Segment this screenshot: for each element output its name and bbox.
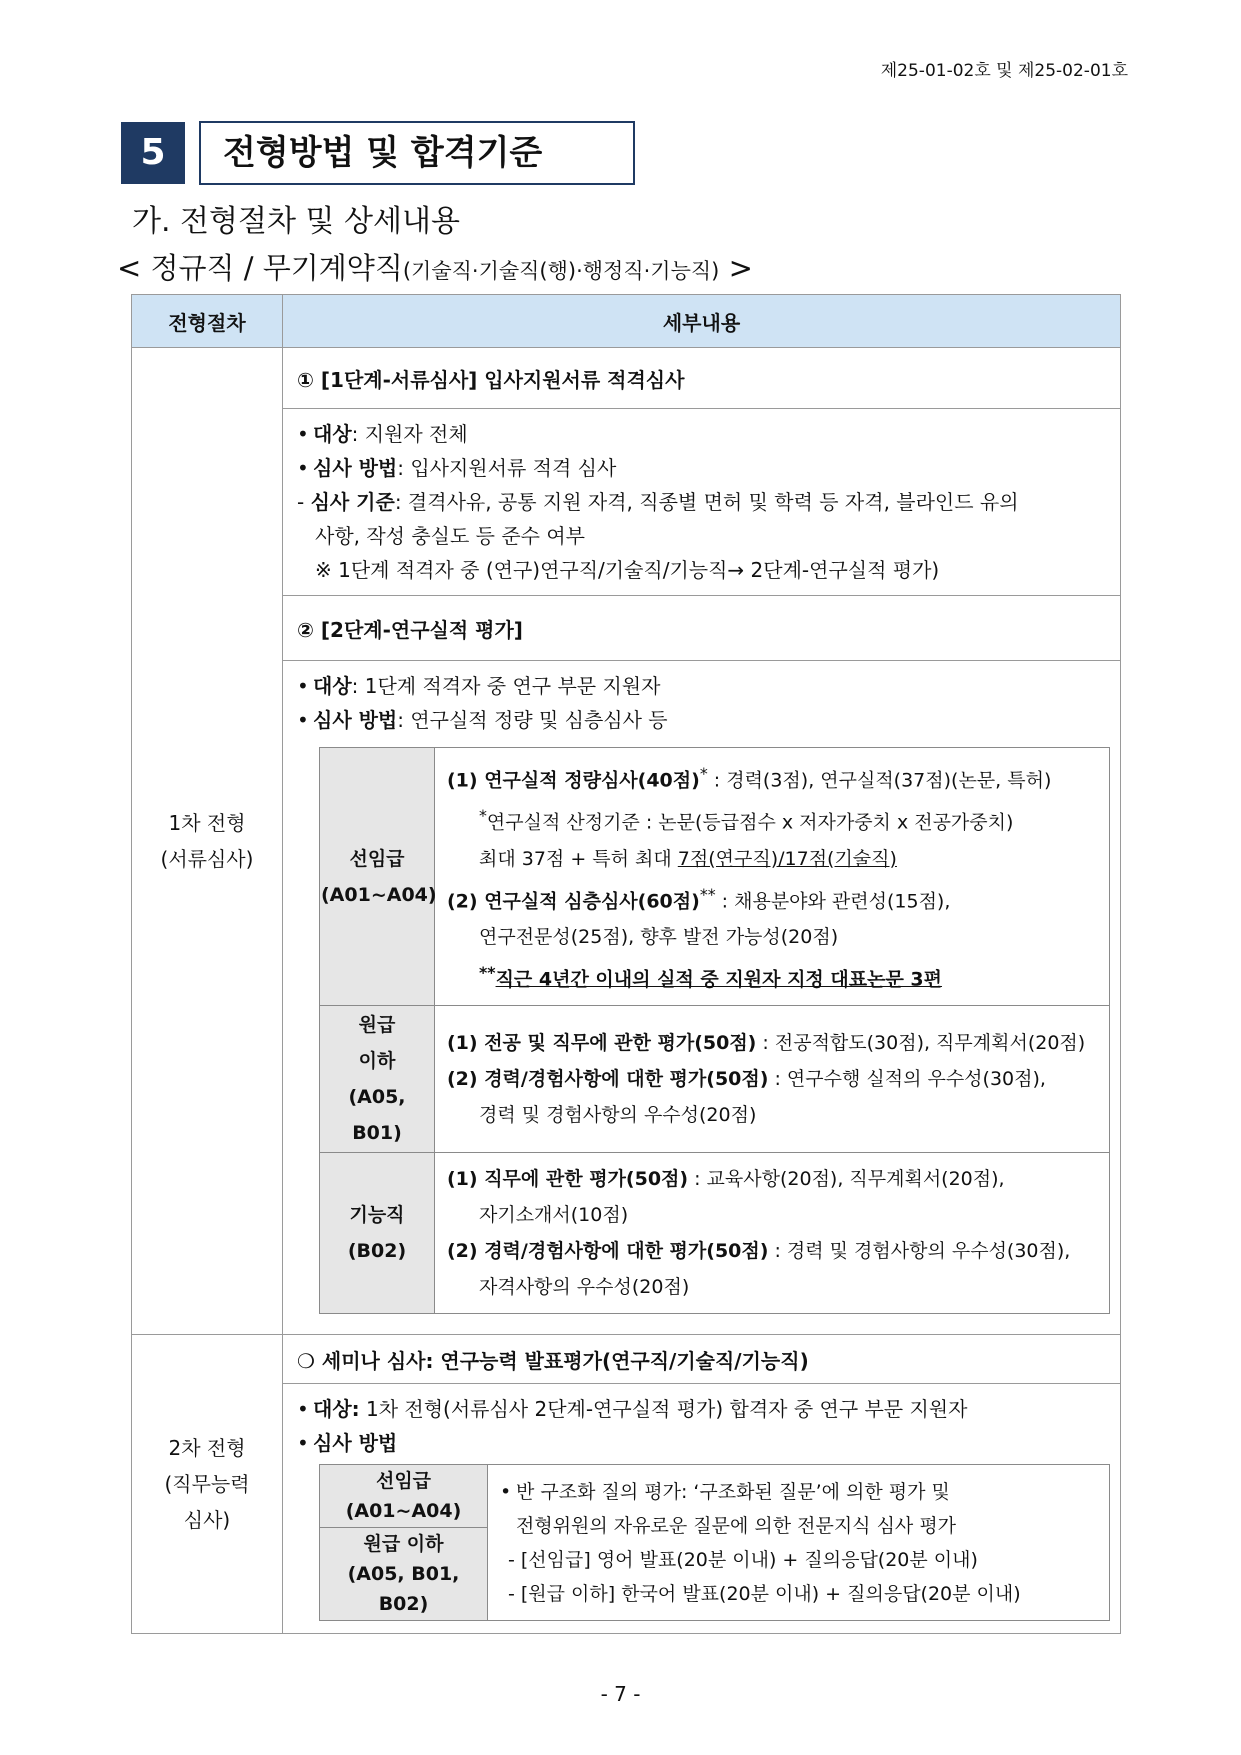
stage-first-line1: 1차 전형 (168, 811, 246, 836)
grade-junior: 원급 이하 (A05, B01) (320, 1006, 435, 1153)
table-header-row (132, 295, 1121, 348)
category-main: < 정규직 / 무기계약직 (117, 251, 403, 285)
list-item: • 심사 방법: 연구실적 정량 및 심층심사 등 (297, 708, 668, 732)
subheading: 가. 전형절차 및 상세내용 (132, 204, 460, 239)
step1-title: ① [1단계-서류심사] 입사지원서류 적격심사 (283, 348, 1121, 409)
stage-first (132, 348, 283, 1335)
list-item: - 심사 기준: 결격사유, 공통 지원 자격, 직종별 면허 및 학력 등 자격, 블라인드 유의 (297, 490, 1019, 514)
note: ※ 1단계 적격자 중 (연구)연구직/기술직/기능직→ 2단계-연구실적 평가) (315, 558, 940, 582)
step2-content (283, 661, 1121, 1335)
list-item: • 대상: 지원자 전체 (297, 422, 468, 446)
list-item: • 심사 방법 (297, 1431, 398, 1456)
list-item: 사항, 작성 충실도 등 준수 여부 (315, 524, 585, 548)
grade-tech-detail: (1) 직무에 관한 평가(50점) : 교육사항(20점), 직무계획서(20점), 자기소개서(10점) (2) 경력/경험사항에 대한 평가(50점) : 경력 및 경험사항의 우수성(30점), 자격사항의 우수성(20점) (435, 1153, 1110, 1314)
seminar-grade-junior: 원급 이하 (A05, B01, B02) (320, 1528, 488, 1621)
category-close: > (719, 251, 753, 285)
grade-senior-detail: (1) 연구실적 정량심사(40점)* : 경력(3점), 연구실적(37점)(논문, 특허) *연구실적 산정기준 : 논문(등급점수 x 저자가중치 x 전공가중치) 최대 37점 + 특허 최대 7점(연구직)/17점(기술직) (2) 연구실적 심층심사(60점)** : 채용분야와 관련성(15점), 연구전문성(25점), 향후 발전 가능성(20점) **직근 4년간 이내의 실적 중 지원자 지정 대표논문 3편 (435, 748, 1110, 1006)
list-item: • 대상: 1단계 적격자 중 연구 부문 지원자 (297, 674, 661, 698)
stage-second: 2차 전형 (직무능력 심사) (132, 1335, 283, 1634)
seminar-title: ❍ 세미나 심사: 연구능력 발표평가(연구직/기술직/기능직) (283, 1335, 1121, 1384)
seminar-grade-table (319, 1464, 1110, 1621)
seminar-content (283, 1384, 1121, 1634)
col-header-stage: 전형절차 (132, 295, 283, 348)
grade-row-junior (320, 1006, 1110, 1153)
stage-first-line2: (서류심사) (160, 847, 254, 872)
seminar-grade-senior: 선임급 (A01~A04) (320, 1465, 488, 1528)
grade-junior-detail: (1) 전공 및 직무에 관한 평가(50점) : 전공적합도(30점), 직무계획서(20점) (2) 경력/경험사항에 대한 평가(50점) : 연구수행 실적의 우수성(30점), 경력 및 경험사항의 우수성(20점) (435, 1006, 1110, 1153)
seminar-detail: • 반 구조화 질의 평가: ‘구조화된 질문’에 의한 평가 및 전형위원의 자유로운 질문에 의한 전문지식 심사 평가 - [선임급] 영어 발표(20분 이내) + 질의응답(20분 이내) - [원급 이하] 한국어 발표(20분 이내) + 질의응답(20분 이내) (488, 1465, 1110, 1621)
list-item: • 심사 방법: 입사지원서류 적격 심사 (297, 456, 617, 480)
col-header-detail: 세부내용 (283, 295, 1121, 348)
document-number: 제25-01-02호 및 제25-02-01호 (880, 61, 1128, 81)
section-title: 전형방법 및 합격기준 (199, 121, 635, 185)
grade-table (319, 747, 1110, 1314)
step2-title: ② [2단계-연구실적 평가] (283, 596, 1121, 661)
section-number: 5 (121, 122, 185, 184)
grade-tech: 기능직 (B02) (320, 1153, 435, 1314)
table-row (132, 1335, 1121, 1384)
list-item: • 대상: 1차 전형(서류심사 2단계-연구실적 평가) 합격자 중 연구 부문 지원자 (297, 1397, 968, 1422)
page-number: - 7 - (600, 1682, 641, 1706)
category-heading (117, 246, 753, 287)
grade-row-senior (320, 748, 1110, 1006)
grade-senior: 선임급 (A01~A04) (320, 748, 435, 1006)
grade-row-tech (320, 1153, 1110, 1314)
category-small: (기술직·기술직(행)·행정직·기능직) (402, 259, 720, 283)
table-row (132, 348, 1121, 409)
selection-table (131, 294, 1121, 1634)
step1-content (283, 409, 1121, 596)
